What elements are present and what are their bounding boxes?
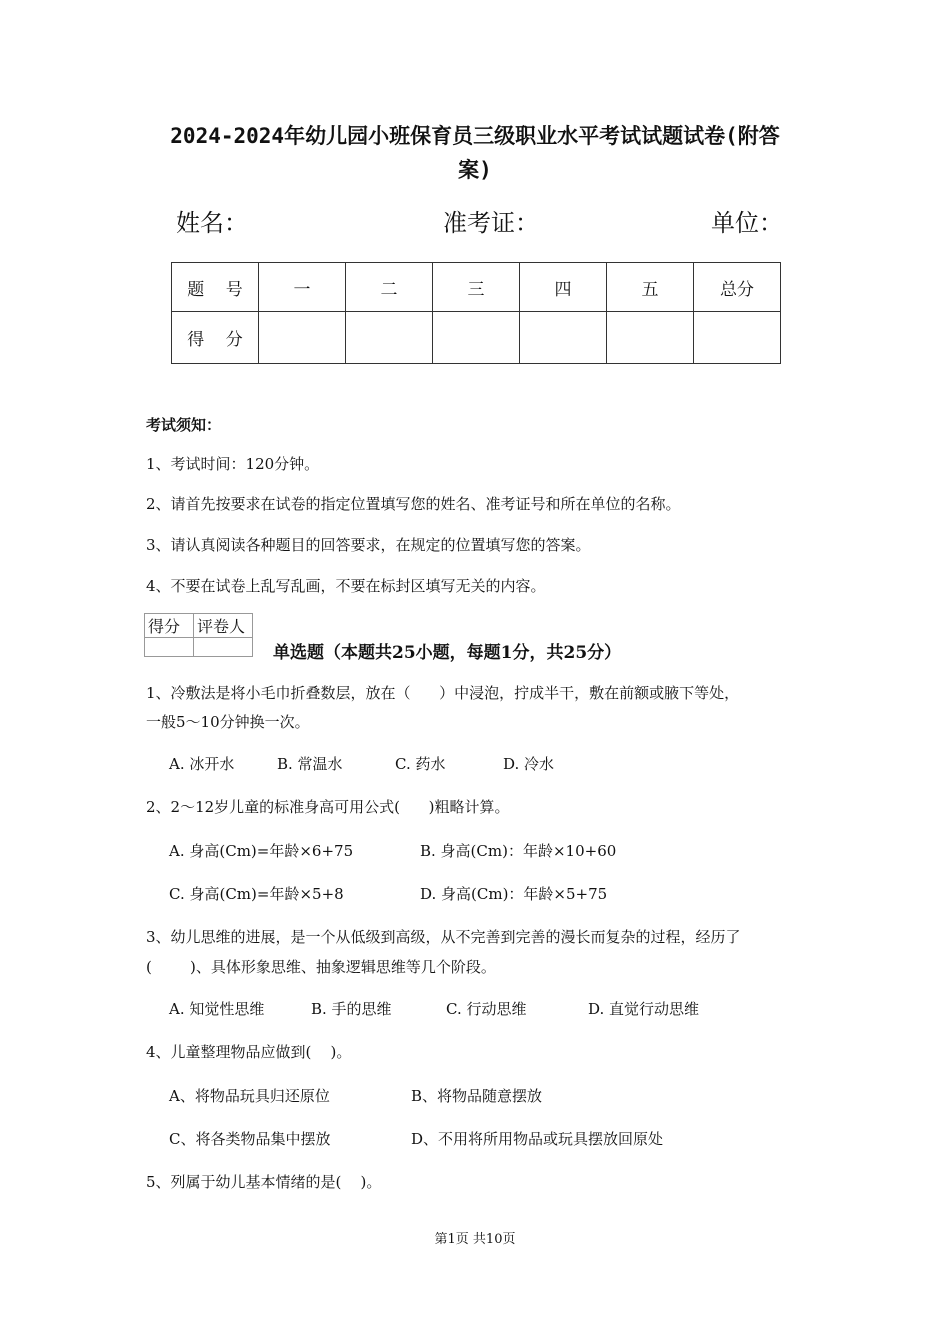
score-input-3[interactable]: [433, 312, 520, 364]
score-cell-2: 二: [346, 263, 433, 312]
score-table: [171, 262, 781, 364]
page-footer: 第1页 共10页: [434, 1232, 516, 1247]
q4-option-d: D、不用将所用物品或玩具摆放回原处: [411, 1130, 664, 1148]
note-item: 4、不要在试卷上乱写乱画，不要在标封区填写无关的内容。: [146, 577, 546, 595]
q4-option-b: B、将物品随意摆放: [411, 1087, 543, 1105]
section-title: 单选题（本题共25小题，每题1分，共25分）: [273, 643, 622, 663]
q4-option-c: C、将各类物品集中摆放: [169, 1130, 331, 1148]
unit-label: 单位：: [711, 209, 783, 237]
q3-option-d: D. 直觉行动思维: [588, 1000, 700, 1018]
score-input-total[interactable]: [694, 312, 781, 364]
q2-option-d: D. 身高(Cm)：年龄×5+75: [420, 885, 608, 903]
score-table-header-row: [172, 263, 781, 312]
grader-name-cell[interactable]: [194, 638, 253, 657]
q2-option-a: A. 身高(Cm)=年龄×6+75: [169, 842, 354, 860]
doc-title-line2: 案): [458, 158, 492, 182]
exam-id-label: 准考证：: [443, 209, 539, 237]
score-cell-label: 题 号: [172, 263, 259, 312]
q2-option-c: C. 身高(Cm)=年龄×5+8: [169, 885, 344, 903]
score-row-label: 得 分: [172, 312, 259, 364]
score-input-2[interactable]: [346, 312, 433, 364]
score-cell-total: 总分: [694, 263, 781, 312]
q5-line1: 5、列属于幼儿基本情绪的是( )。: [146, 1173, 382, 1191]
name-label: 姓名：: [176, 209, 248, 237]
score-input-4[interactable]: [520, 312, 607, 364]
q4-option-a: A、将物品玩具归还原位: [169, 1087, 330, 1105]
score-cell-4: 四: [520, 263, 607, 312]
doc-title-line1: 2024-2024年幼儿园小班保育员三级职业水平考试试题试卷(附答: [170, 124, 780, 148]
score-cell-1: 一: [259, 263, 346, 312]
q3-line1: 3、幼儿思维的进展，是一个从低级到高级，从不完善到完善的漫长而复杂的过程，经历了: [146, 928, 741, 946]
grader-score-label: 得分: [145, 614, 194, 638]
q2-option-b: B. 身高(Cm)：年龄×10+60: [420, 842, 617, 860]
score-input-1[interactable]: [259, 312, 346, 364]
score-input-5[interactable]: [607, 312, 694, 364]
q3-option-b: B. 手的思维: [311, 1000, 392, 1018]
q4-line1: 4、儿童整理物品应做到( )。: [146, 1043, 352, 1061]
q1-option-c: C. 药水: [395, 755, 446, 773]
q1-line2: 一般5～10分钟换一次。: [146, 713, 310, 731]
grader-box: [144, 613, 253, 657]
note-item: 2、请首先按要求在试卷的指定位置填写您的姓名、准考证号和所在单位的名称。: [146, 495, 681, 513]
q1-option-b: B. 常温水: [277, 755, 343, 773]
score-table-value-row: [172, 312, 781, 364]
score-cell-5: 五: [607, 263, 694, 312]
q3-option-a: A. 知觉性思维: [169, 1000, 265, 1018]
q3-line2: ( )、具体形象思维、抽象逻辑思维等几个阶段。: [146, 958, 496, 976]
grader-name-label: 评卷人: [194, 614, 253, 638]
q3-option-c: C. 行动思维: [446, 1000, 527, 1018]
q1-option-d: D. 冷水: [503, 755, 555, 773]
q2-line1: 2、2～12岁儿童的标准身高可用公式( )粗略计算。: [146, 798, 510, 816]
note-item: 3、请认真阅读各种题目的回答要求，在规定的位置填写您的答案。: [146, 536, 591, 554]
q1-line1: 1、冷敷法是将小毛巾折叠数层，放在（ ）中浸泡，拧成半干，敷在前额或腋下等处，: [146, 684, 740, 702]
notes-heading: 考试须知：: [146, 416, 222, 434]
note-item: 1、考试时间：120分钟。: [146, 455, 320, 473]
grader-score-cell[interactable]: [145, 638, 194, 657]
score-cell-3: 三: [433, 263, 520, 312]
q1-option-a: A. 冰开水: [169, 755, 235, 773]
